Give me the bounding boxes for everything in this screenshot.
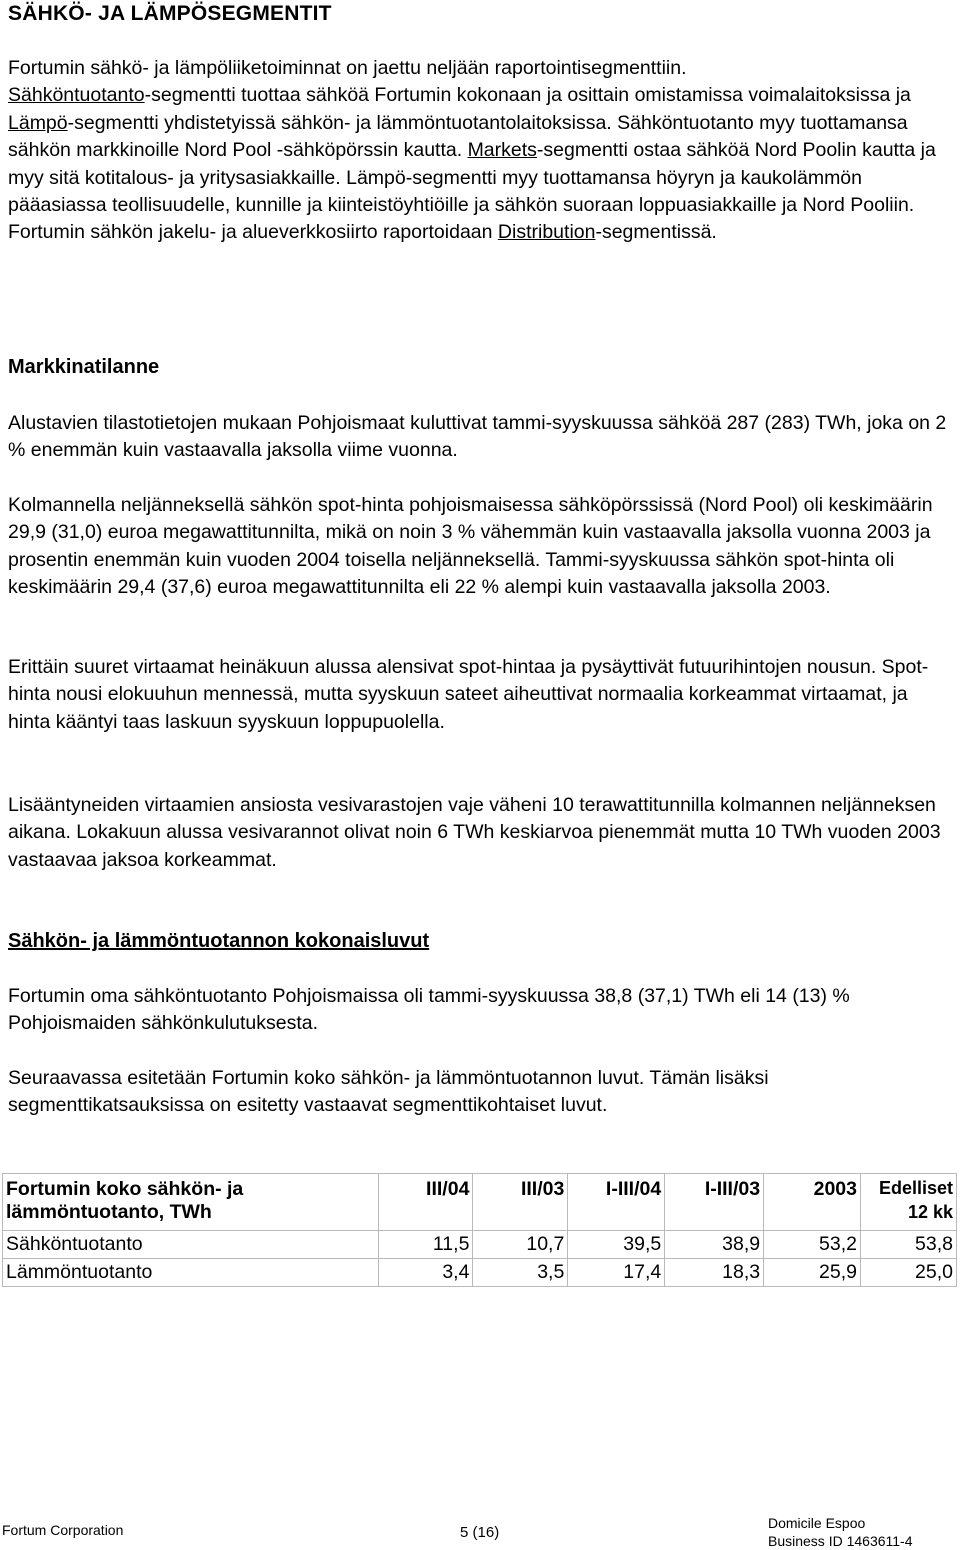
table-header-last-line2: 12 kk — [907, 1202, 953, 1222]
market-paragraph-1: Alustavien tilastotietojen mukaan Pohjoismaat kuluttivat tammi-syyskuussa sähköä 287 (283) TWh, joka on 2 % enemmän kuin vastaavalla jaksolla viime vuonna. — [8, 412, 947, 462]
markets-link[interactable]: Markets — [467, 139, 537, 162]
table-header-last-line1: Edelliset — [878, 1178, 953, 1198]
table-row-label: Lämmöntuotanto — [3, 1259, 379, 1287]
table-row — [3, 1259, 957, 1287]
table-row-label: Sähköntuotanto — [3, 1231, 379, 1259]
table-cell: 10,7 — [473, 1231, 568, 1259]
footer-company: Fortum Corporation — [2, 1522, 124, 1538]
table-header-row — [3, 1174, 957, 1231]
footer-domicile: Domicile Espoo — [768, 1515, 866, 1531]
footer-business-id: Business ID 1463611-4 — [768, 1533, 913, 1549]
production-paragraph-1: Fortumin oma sähköntuotanto Pohjoismaissa oli tammi-syyskuussa 38,8 (37,1) TWh eli 14 (13) % Pohjoismaiden sähkönkulutuksesta. — [8, 985, 850, 1035]
market-paragraph-2: Kolmannella neljänneksellä sähkön spot-hinta pohjoismaisessa sähköpörssissä (Nord Pool) oli keskimäärin 29,9 (31,0) euroa megawattitunnilta, mikä on noin 3 % vähemmän kuin vastaavalla jaksolla vuonna 2003 ja prosentin enemmän kuin vuoden 2004 toisella neljänneksellä. Tammi-syyskuussa sähkön spot-hinta oli keskimäärin 29,4 (37,6) euroa megawattitunnilta eli 22 % alempi kuin vastaavalla jaksolla 2003. — [8, 494, 933, 599]
table-cell: 38,9 — [665, 1231, 764, 1259]
table-header-label-line1: Fortumin koko sähkön- ja — [6, 1178, 244, 1200]
footer-page-number: 5 (16) — [460, 1524, 500, 1541]
table-cell: 53,2 — [764, 1231, 861, 1259]
table-cell: 3,5 — [473, 1259, 568, 1287]
table-cell: 17,4 — [568, 1259, 665, 1287]
table-cell: 11,5 — [378, 1231, 473, 1259]
table-header-cell: 2003 — [764, 1174, 861, 1231]
table-cell: 25,0 — [860, 1259, 956, 1287]
production-table — [2, 1173, 957, 1287]
table-header-cell: III/03 — [473, 1174, 568, 1231]
intro-sentence-4: -segmentissä. — [595, 221, 717, 244]
table-header-label — [3, 1174, 379, 1231]
intro-paragraph — [8, 55, 954, 247]
table-cell: 3,4 — [378, 1259, 473, 1287]
table-header-cell: I-III/03 — [665, 1174, 764, 1231]
table-cell: 39,5 — [568, 1231, 665, 1259]
intro-sentence-3: -segmentti ostaa sähköä Nord Poolin kautta ja myy sitä kotitalous- ja yritysasiakkaille. Lämpö-segmentti myy tuottamansa höyryn ja kaukolämmön pääasiassa teollisuudelle, kunnille ja kiinteistöyhtiöille ja sähkön suoraan loppuasiakkaille ja Nord Pooliin. Fortumin sähkön jakelu- ja alueverkkosiirto raportoidaan — [8, 139, 936, 244]
table-cell: 25,9 — [764, 1259, 861, 1287]
market-paragraph-3: Erittäin suuret virtaamat heinäkuun alussa alensivat spot-hintaa ja pysäyttivät futuurihintojen nousun. Spot-hinta nousi elokuuhun mennessä, mutta syyskuun sateet aiheuttivat normaalia korkeammat virtaamat, ja hinta kääntyi taas laskuun syyskuun loppupuolella. — [8, 656, 929, 733]
table-header-cell: III/04 — [378, 1174, 473, 1231]
market-paragraph-4: Lisääntyneiden virtaamien ansiosta vesivarastojen vaje väheni 10 terawattitunnilla kolmannen neljänneksen aikana. Lokakuun alussa vesivarannot olivat noin 6 TWh keskiarvoa pienemmät mutta 10 TWh vuoden 2003 vastaavaa jaksoa korkeammat. — [8, 794, 941, 871]
distribution-link[interactable]: Distribution — [497, 221, 596, 244]
sahkontuotanto-link[interactable]: Sähköntuotanto — [8, 84, 145, 107]
intro-sentence-2a: -segmentti tuottaa sähköä Fortumin kokonaan ja osittain omistamissa voimalaitoksissa ja — [144, 84, 911, 107]
table-cell: 53,8 — [860, 1231, 956, 1259]
production-paragraph-2: Seuraavassa esitetään Fortumin koko sähkön- ja lämmöntuotannon luvut. Tämän lisäksi segmenttikatsauksissa on esitetty vastaavat segmenttikohtaiset luvut. — [8, 1067, 769, 1117]
intro-sentence-2b: -segmentti yhdistetyissä sähkön- ja lämmöntuotantolaitoksissa. Sähköntuotanto myy tuottamansa sähkön markkinoille Nord Pool -sähköpörssin kautta. — [8, 111, 908, 162]
market-heading: Markkinatilanne — [8, 356, 160, 378]
table-header-cell-last — [860, 1174, 956, 1231]
table-row — [3, 1231, 957, 1259]
lampo-link[interactable]: Lämpö — [8, 111, 68, 134]
table-header-cell: I-III/04 — [568, 1174, 665, 1231]
table-header-label-line2: lämmöntuotanto, TWh — [6, 1201, 212, 1223]
intro-sentence-1: Fortumin sähkö- ja lämpöliiketoiminnat on jaettu neljään raportointisegmenttiin. — [8, 57, 687, 79]
page-title: SÄHKÖ- JA LÄMPÖSEGMENTIT — [8, 2, 332, 25]
production-heading: Sähkön- ja lämmöntuotannon kokonaisluvut — [8, 930, 430, 952]
table-cell: 18,3 — [665, 1259, 764, 1287]
